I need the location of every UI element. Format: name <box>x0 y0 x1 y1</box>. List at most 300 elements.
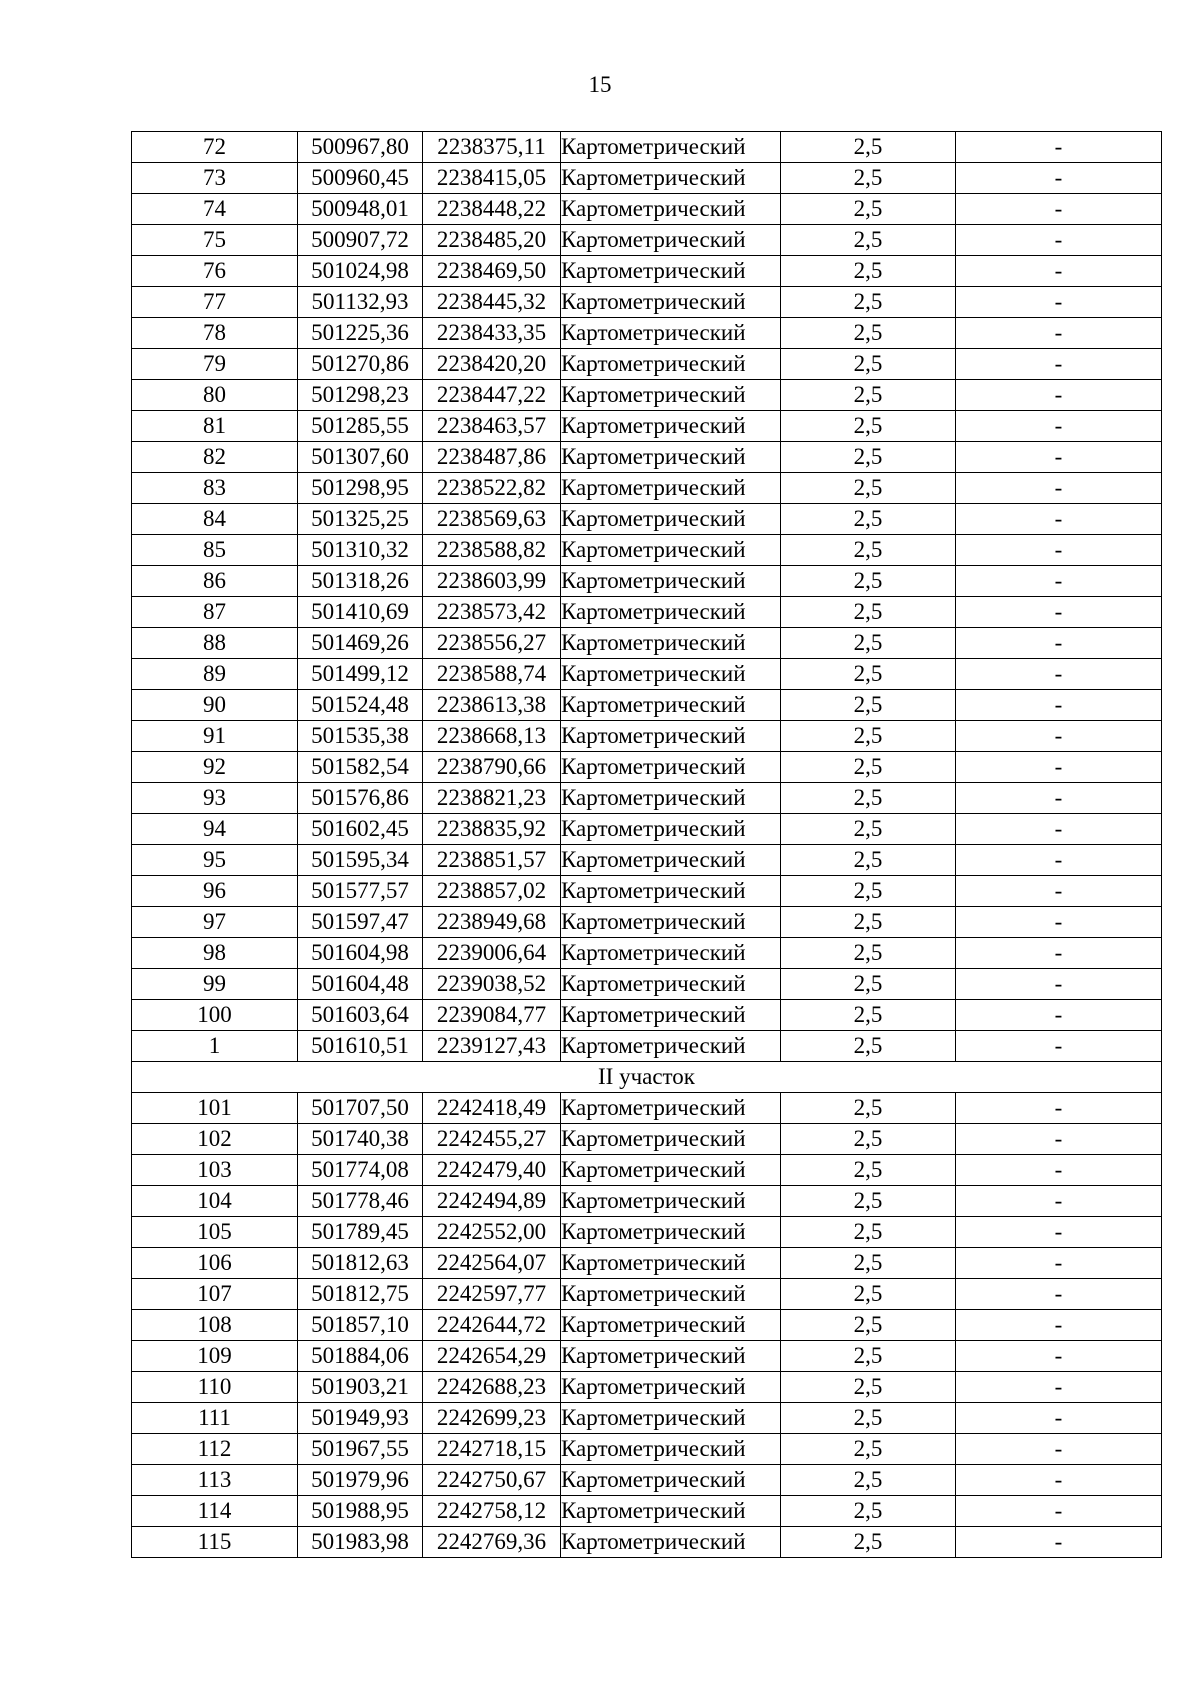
table-row <box>132 628 1162 659</box>
method-cell: Картометрический <box>561 504 781 535</box>
description-cell: - <box>956 287 1162 318</box>
point-number-cell: 92 <box>132 752 298 783</box>
accuracy-cell: 2,5 <box>781 1527 956 1558</box>
description-cell: - <box>956 318 1162 349</box>
x-coordinate-cell: 501903,21 <box>298 1372 423 1403</box>
x-coordinate-cell: 501318,26 <box>298 566 423 597</box>
description-cell: - <box>956 1434 1162 1465</box>
point-number-cell: 85 <box>132 535 298 566</box>
x-coordinate-cell: 501983,98 <box>298 1527 423 1558</box>
point-number-cell: 73 <box>132 163 298 194</box>
accuracy-cell: 2,5 <box>781 721 956 752</box>
point-number-cell: 82 <box>132 442 298 473</box>
table-row <box>132 380 1162 411</box>
description-cell: - <box>956 1155 1162 1186</box>
method-cell: Картометрический <box>561 1496 781 1527</box>
method-cell: Картометрический <box>561 1124 781 1155</box>
table-section-header <box>132 1062 1162 1093</box>
description-cell: - <box>956 1279 1162 1310</box>
table-row <box>132 1527 1162 1558</box>
table-row <box>132 1217 1162 1248</box>
description-cell: - <box>956 1217 1162 1248</box>
description-cell: - <box>956 721 1162 752</box>
x-coordinate-cell: 500960,45 <box>298 163 423 194</box>
table-row <box>132 752 1162 783</box>
section-title: II участок <box>132 1062 1162 1093</box>
accuracy-cell: 2,5 <box>781 1186 956 1217</box>
table-row <box>132 845 1162 876</box>
point-number-cell: 106 <box>132 1248 298 1279</box>
method-cell: Картометрический <box>561 690 781 721</box>
x-coordinate-cell: 501310,32 <box>298 535 423 566</box>
description-cell: - <box>956 411 1162 442</box>
x-coordinate-cell: 501604,98 <box>298 938 423 969</box>
y-coordinate-cell: 2238415,05 <box>423 163 561 194</box>
point-number-cell: 107 <box>132 1279 298 1310</box>
description-cell: - <box>956 256 1162 287</box>
point-number-cell: 115 <box>132 1527 298 1558</box>
description-cell: - <box>956 1527 1162 1558</box>
point-number-cell: 101 <box>132 1093 298 1124</box>
point-number-cell: 81 <box>132 411 298 442</box>
y-coordinate-cell: 2242597,77 <box>423 1279 561 1310</box>
description-cell: - <box>956 194 1162 225</box>
accuracy-cell: 2,5 <box>781 1434 956 1465</box>
accuracy-cell: 2,5 <box>781 349 956 380</box>
accuracy-cell: 2,5 <box>781 876 956 907</box>
x-coordinate-cell: 501602,45 <box>298 814 423 845</box>
point-number-cell: 76 <box>132 256 298 287</box>
x-coordinate-cell: 501270,86 <box>298 349 423 380</box>
table-row <box>132 163 1162 194</box>
x-coordinate-cell: 500907,72 <box>298 225 423 256</box>
point-number-cell: 91 <box>132 721 298 752</box>
description-cell: - <box>956 132 1162 163</box>
accuracy-cell: 2,5 <box>781 411 956 442</box>
method-cell: Картометрический <box>561 1434 781 1465</box>
table-row <box>132 535 1162 566</box>
method-cell: Картометрический <box>561 1000 781 1031</box>
description-cell: - <box>956 163 1162 194</box>
accuracy-cell: 2,5 <box>781 504 956 535</box>
point-number-cell: 87 <box>132 597 298 628</box>
x-coordinate-cell: 501298,23 <box>298 380 423 411</box>
point-number-cell: 104 <box>132 1186 298 1217</box>
accuracy-cell: 2,5 <box>781 1372 956 1403</box>
method-cell: Картометрический <box>561 473 781 504</box>
accuracy-cell: 2,5 <box>781 597 956 628</box>
point-number-cell: 99 <box>132 969 298 1000</box>
description-cell: - <box>956 1465 1162 1496</box>
accuracy-cell: 2,5 <box>781 628 956 659</box>
accuracy-cell: 2,5 <box>781 1031 956 1062</box>
method-cell: Картометрический <box>561 1031 781 1062</box>
method-cell: Картометрический <box>561 318 781 349</box>
table-row <box>132 504 1162 535</box>
point-number-cell: 89 <box>132 659 298 690</box>
table-row <box>132 1186 1162 1217</box>
description-cell: - <box>956 566 1162 597</box>
method-cell: Картометрический <box>561 752 781 783</box>
y-coordinate-cell: 2238469,50 <box>423 256 561 287</box>
x-coordinate-cell: 501778,46 <box>298 1186 423 1217</box>
table-row <box>132 349 1162 380</box>
y-coordinate-cell: 2238835,92 <box>423 814 561 845</box>
method-cell: Картометрический <box>561 194 781 225</box>
y-coordinate-cell: 2242769,36 <box>423 1527 561 1558</box>
accuracy-cell: 2,5 <box>781 225 956 256</box>
description-cell: - <box>956 1186 1162 1217</box>
x-coordinate-cell: 501740,38 <box>298 1124 423 1155</box>
y-coordinate-cell: 2242552,00 <box>423 1217 561 1248</box>
accuracy-cell: 2,5 <box>781 1279 956 1310</box>
point-number-cell: 78 <box>132 318 298 349</box>
x-coordinate-cell: 501469,26 <box>298 628 423 659</box>
table-row <box>132 132 1162 163</box>
table-row <box>132 1465 1162 1496</box>
y-coordinate-cell: 2239127,43 <box>423 1031 561 1062</box>
point-number-cell: 80 <box>132 380 298 411</box>
y-coordinate-cell: 2242699,23 <box>423 1403 561 1434</box>
point-number-cell: 83 <box>132 473 298 504</box>
description-cell: - <box>956 690 1162 721</box>
x-coordinate-cell: 501707,50 <box>298 1093 423 1124</box>
table-row <box>132 473 1162 504</box>
accuracy-cell: 2,5 <box>781 256 956 287</box>
description-cell: - <box>956 1310 1162 1341</box>
method-cell: Картометрический <box>561 132 781 163</box>
point-number-cell: 97 <box>132 907 298 938</box>
x-coordinate-cell: 501603,64 <box>298 1000 423 1031</box>
method-cell: Картометрический <box>561 380 781 411</box>
method-cell: Картометрический <box>561 969 781 1000</box>
accuracy-cell: 2,5 <box>781 566 956 597</box>
table-row <box>132 969 1162 1000</box>
x-coordinate-cell: 501577,57 <box>298 876 423 907</box>
method-cell: Картометрический <box>561 1465 781 1496</box>
description-cell: - <box>956 473 1162 504</box>
accuracy-cell: 2,5 <box>781 969 956 1000</box>
y-coordinate-cell: 2238420,20 <box>423 349 561 380</box>
accuracy-cell: 2,5 <box>781 380 956 411</box>
table-body-part-2 <box>132 1093 1162 1558</box>
y-coordinate-cell: 2242644,72 <box>423 1310 561 1341</box>
method-cell: Картометрический <box>561 442 781 473</box>
y-coordinate-cell: 2242455,27 <box>423 1124 561 1155</box>
method-cell: Картометрический <box>561 938 781 969</box>
accuracy-cell: 2,5 <box>781 659 956 690</box>
method-cell: Картометрический <box>561 907 781 938</box>
method-cell: Картометрический <box>561 349 781 380</box>
description-cell: - <box>956 969 1162 1000</box>
method-cell: Картометрический <box>561 628 781 659</box>
y-coordinate-cell: 2238668,13 <box>423 721 561 752</box>
point-number-cell: 94 <box>132 814 298 845</box>
table-row <box>132 783 1162 814</box>
y-coordinate-cell: 2238857,02 <box>423 876 561 907</box>
accuracy-cell: 2,5 <box>781 1496 956 1527</box>
point-number-cell: 93 <box>132 783 298 814</box>
x-coordinate-cell: 501812,63 <box>298 1248 423 1279</box>
x-coordinate-cell: 501857,10 <box>298 1310 423 1341</box>
accuracy-cell: 2,5 <box>781 163 956 194</box>
y-coordinate-cell: 2238821,23 <box>423 783 561 814</box>
y-coordinate-cell: 2239084,77 <box>423 1000 561 1031</box>
description-cell: - <box>956 1372 1162 1403</box>
description-cell: - <box>956 349 1162 380</box>
y-coordinate-cell: 2238556,27 <box>423 628 561 659</box>
accuracy-cell: 2,5 <box>781 194 956 225</box>
accuracy-cell: 2,5 <box>781 1248 956 1279</box>
y-coordinate-cell: 2238588,82 <box>423 535 561 566</box>
table-row <box>132 1155 1162 1186</box>
accuracy-cell: 2,5 <box>781 1093 956 1124</box>
x-coordinate-cell: 500967,80 <box>298 132 423 163</box>
description-cell: - <box>956 597 1162 628</box>
table-row <box>132 1124 1162 1155</box>
x-coordinate-cell: 501307,60 <box>298 442 423 473</box>
table-row <box>132 1310 1162 1341</box>
y-coordinate-cell: 2242758,12 <box>423 1496 561 1527</box>
accuracy-cell: 2,5 <box>781 845 956 876</box>
table-row <box>132 597 1162 628</box>
accuracy-cell: 2,5 <box>781 1465 956 1496</box>
method-cell: Картометрический <box>561 1279 781 1310</box>
table-row <box>132 659 1162 690</box>
description-cell: - <box>956 225 1162 256</box>
table-row <box>132 690 1162 721</box>
y-coordinate-cell: 2238433,35 <box>423 318 561 349</box>
x-coordinate-cell: 501524,48 <box>298 690 423 721</box>
table-row <box>132 876 1162 907</box>
x-coordinate-cell: 501979,96 <box>298 1465 423 1496</box>
y-coordinate-cell: 2239006,64 <box>423 938 561 969</box>
point-number-cell: 84 <box>132 504 298 535</box>
table-row <box>132 318 1162 349</box>
point-number-cell: 113 <box>132 1465 298 1496</box>
description-cell: - <box>956 783 1162 814</box>
table-row <box>132 1372 1162 1403</box>
point-number-cell: 90 <box>132 690 298 721</box>
point-number-cell: 98 <box>132 938 298 969</box>
x-coordinate-cell: 501604,48 <box>298 969 423 1000</box>
table-row <box>132 194 1162 225</box>
method-cell: Картометрический <box>561 163 781 194</box>
point-number-cell: 114 <box>132 1496 298 1527</box>
method-cell: Картометрический <box>561 1248 781 1279</box>
accuracy-cell: 2,5 <box>781 287 956 318</box>
method-cell: Картометрический <box>561 876 781 907</box>
accuracy-cell: 2,5 <box>781 473 956 504</box>
y-coordinate-cell: 2238485,20 <box>423 225 561 256</box>
table-row <box>132 1031 1162 1062</box>
point-number-cell: 1 <box>132 1031 298 1062</box>
y-coordinate-cell: 2242688,23 <box>423 1372 561 1403</box>
method-cell: Картометрический <box>561 659 781 690</box>
y-coordinate-cell: 2238447,22 <box>423 380 561 411</box>
accuracy-cell: 2,5 <box>781 938 956 969</box>
method-cell: Картометрический <box>561 535 781 566</box>
y-coordinate-cell: 2238375,11 <box>423 132 561 163</box>
method-cell: Картометрический <box>561 1217 781 1248</box>
accuracy-cell: 2,5 <box>781 1217 956 1248</box>
accuracy-cell: 2,5 <box>781 1341 956 1372</box>
table-row <box>132 1279 1162 1310</box>
accuracy-cell: 2,5 <box>781 814 956 845</box>
x-coordinate-cell: 501582,54 <box>298 752 423 783</box>
point-number-cell: 72 <box>132 132 298 163</box>
y-coordinate-cell: 2238949,68 <box>423 907 561 938</box>
method-cell: Картометрический <box>561 1155 781 1186</box>
table-row <box>132 225 1162 256</box>
table-row <box>132 1403 1162 1434</box>
point-number-cell: 95 <box>132 845 298 876</box>
point-number-cell: 86 <box>132 566 298 597</box>
description-cell: - <box>956 659 1162 690</box>
description-cell: - <box>956 535 1162 566</box>
y-coordinate-cell: 2238790,66 <box>423 752 561 783</box>
point-number-cell: 88 <box>132 628 298 659</box>
y-coordinate-cell: 2238448,22 <box>423 194 561 225</box>
method-cell: Картометрический <box>561 1186 781 1217</box>
description-cell: - <box>956 1000 1162 1031</box>
y-coordinate-cell: 2242564,07 <box>423 1248 561 1279</box>
method-cell: Картометрический <box>561 566 781 597</box>
point-number-cell: 111 <box>132 1403 298 1434</box>
method-cell: Картометрический <box>561 845 781 876</box>
method-cell: Картометрический <box>561 721 781 752</box>
y-coordinate-cell: 2238569,63 <box>423 504 561 535</box>
y-coordinate-cell: 2242494,89 <box>423 1186 561 1217</box>
x-coordinate-cell: 501298,95 <box>298 473 423 504</box>
y-coordinate-cell: 2242718,15 <box>423 1434 561 1465</box>
description-cell: - <box>956 1124 1162 1155</box>
y-coordinate-cell: 2239038,52 <box>423 969 561 1000</box>
method-cell: Картометрический <box>561 1403 781 1434</box>
description-cell: - <box>956 876 1162 907</box>
description-cell: - <box>956 1496 1162 1527</box>
point-number-cell: 77 <box>132 287 298 318</box>
table-row <box>132 442 1162 473</box>
description-cell: - <box>956 1341 1162 1372</box>
accuracy-cell: 2,5 <box>781 690 956 721</box>
accuracy-cell: 2,5 <box>781 783 956 814</box>
x-coordinate-cell: 501949,93 <box>298 1403 423 1434</box>
accuracy-cell: 2,5 <box>781 1000 956 1031</box>
method-cell: Картометрический <box>561 1310 781 1341</box>
x-coordinate-cell: 501410,69 <box>298 597 423 628</box>
table-row <box>132 287 1162 318</box>
table-row <box>132 1248 1162 1279</box>
point-number-cell: 112 <box>132 1434 298 1465</box>
description-cell: - <box>956 380 1162 411</box>
point-number-cell: 105 <box>132 1217 298 1248</box>
accuracy-cell: 2,5 <box>781 1403 956 1434</box>
x-coordinate-cell: 501535,38 <box>298 721 423 752</box>
table-row <box>132 256 1162 287</box>
x-coordinate-cell: 501967,55 <box>298 1434 423 1465</box>
description-cell: - <box>956 1093 1162 1124</box>
coordinates-table <box>131 131 1162 1558</box>
point-number-cell: 100 <box>132 1000 298 1031</box>
method-cell: Картометрический <box>561 411 781 442</box>
section-row <box>132 1062 1162 1093</box>
x-coordinate-cell: 501988,95 <box>298 1496 423 1527</box>
x-coordinate-cell: 501325,25 <box>298 504 423 535</box>
table-body-part-1 <box>132 132 1162 1062</box>
point-number-cell: 96 <box>132 876 298 907</box>
table-row <box>132 1434 1162 1465</box>
table-row <box>132 566 1162 597</box>
x-coordinate-cell: 501597,47 <box>298 907 423 938</box>
method-cell: Картометрический <box>561 814 781 845</box>
table-row <box>132 1496 1162 1527</box>
x-coordinate-cell: 501610,51 <box>298 1031 423 1062</box>
description-cell: - <box>956 628 1162 659</box>
description-cell: - <box>956 907 1162 938</box>
point-number-cell: 108 <box>132 1310 298 1341</box>
table-row <box>132 721 1162 752</box>
point-number-cell: 102 <box>132 1124 298 1155</box>
accuracy-cell: 2,5 <box>781 132 956 163</box>
point-number-cell: 110 <box>132 1372 298 1403</box>
x-coordinate-cell: 501774,08 <box>298 1155 423 1186</box>
y-coordinate-cell: 2242750,67 <box>423 1465 561 1496</box>
point-number-cell: 75 <box>132 225 298 256</box>
x-coordinate-cell: 501225,36 <box>298 318 423 349</box>
table-row <box>132 814 1162 845</box>
table-row <box>132 1000 1162 1031</box>
accuracy-cell: 2,5 <box>781 318 956 349</box>
point-number-cell: 74 <box>132 194 298 225</box>
description-cell: - <box>956 1403 1162 1434</box>
y-coordinate-cell: 2242654,29 <box>423 1341 561 1372</box>
y-coordinate-cell: 2238603,99 <box>423 566 561 597</box>
accuracy-cell: 2,5 <box>781 752 956 783</box>
x-coordinate-cell: 501285,55 <box>298 411 423 442</box>
table-row <box>132 411 1162 442</box>
x-coordinate-cell: 501595,34 <box>298 845 423 876</box>
description-cell: - <box>956 752 1162 783</box>
accuracy-cell: 2,5 <box>781 1155 956 1186</box>
method-cell: Картометрический <box>561 1527 781 1558</box>
method-cell: Картометрический <box>561 256 781 287</box>
description-cell: - <box>956 814 1162 845</box>
description-cell: - <box>956 1031 1162 1062</box>
y-coordinate-cell: 2238463,57 <box>423 411 561 442</box>
x-coordinate-cell: 501789,45 <box>298 1217 423 1248</box>
accuracy-cell: 2,5 <box>781 907 956 938</box>
method-cell: Картометрический <box>561 225 781 256</box>
x-coordinate-cell: 501812,75 <box>298 1279 423 1310</box>
description-cell: - <box>956 504 1162 535</box>
x-coordinate-cell: 501884,06 <box>298 1341 423 1372</box>
description-cell: - <box>956 938 1162 969</box>
method-cell: Картометрический <box>561 287 781 318</box>
accuracy-cell: 2,5 <box>781 1124 956 1155</box>
accuracy-cell: 2,5 <box>781 1310 956 1341</box>
table-row <box>132 1093 1162 1124</box>
description-cell: - <box>956 845 1162 876</box>
point-number-cell: 79 <box>132 349 298 380</box>
y-coordinate-cell: 2238588,74 <box>423 659 561 690</box>
y-coordinate-cell: 2242479,40 <box>423 1155 561 1186</box>
y-coordinate-cell: 2238613,38 <box>423 690 561 721</box>
x-coordinate-cell: 501576,86 <box>298 783 423 814</box>
method-cell: Картометрический <box>561 597 781 628</box>
y-coordinate-cell: 2238522,82 <box>423 473 561 504</box>
table-row <box>132 938 1162 969</box>
